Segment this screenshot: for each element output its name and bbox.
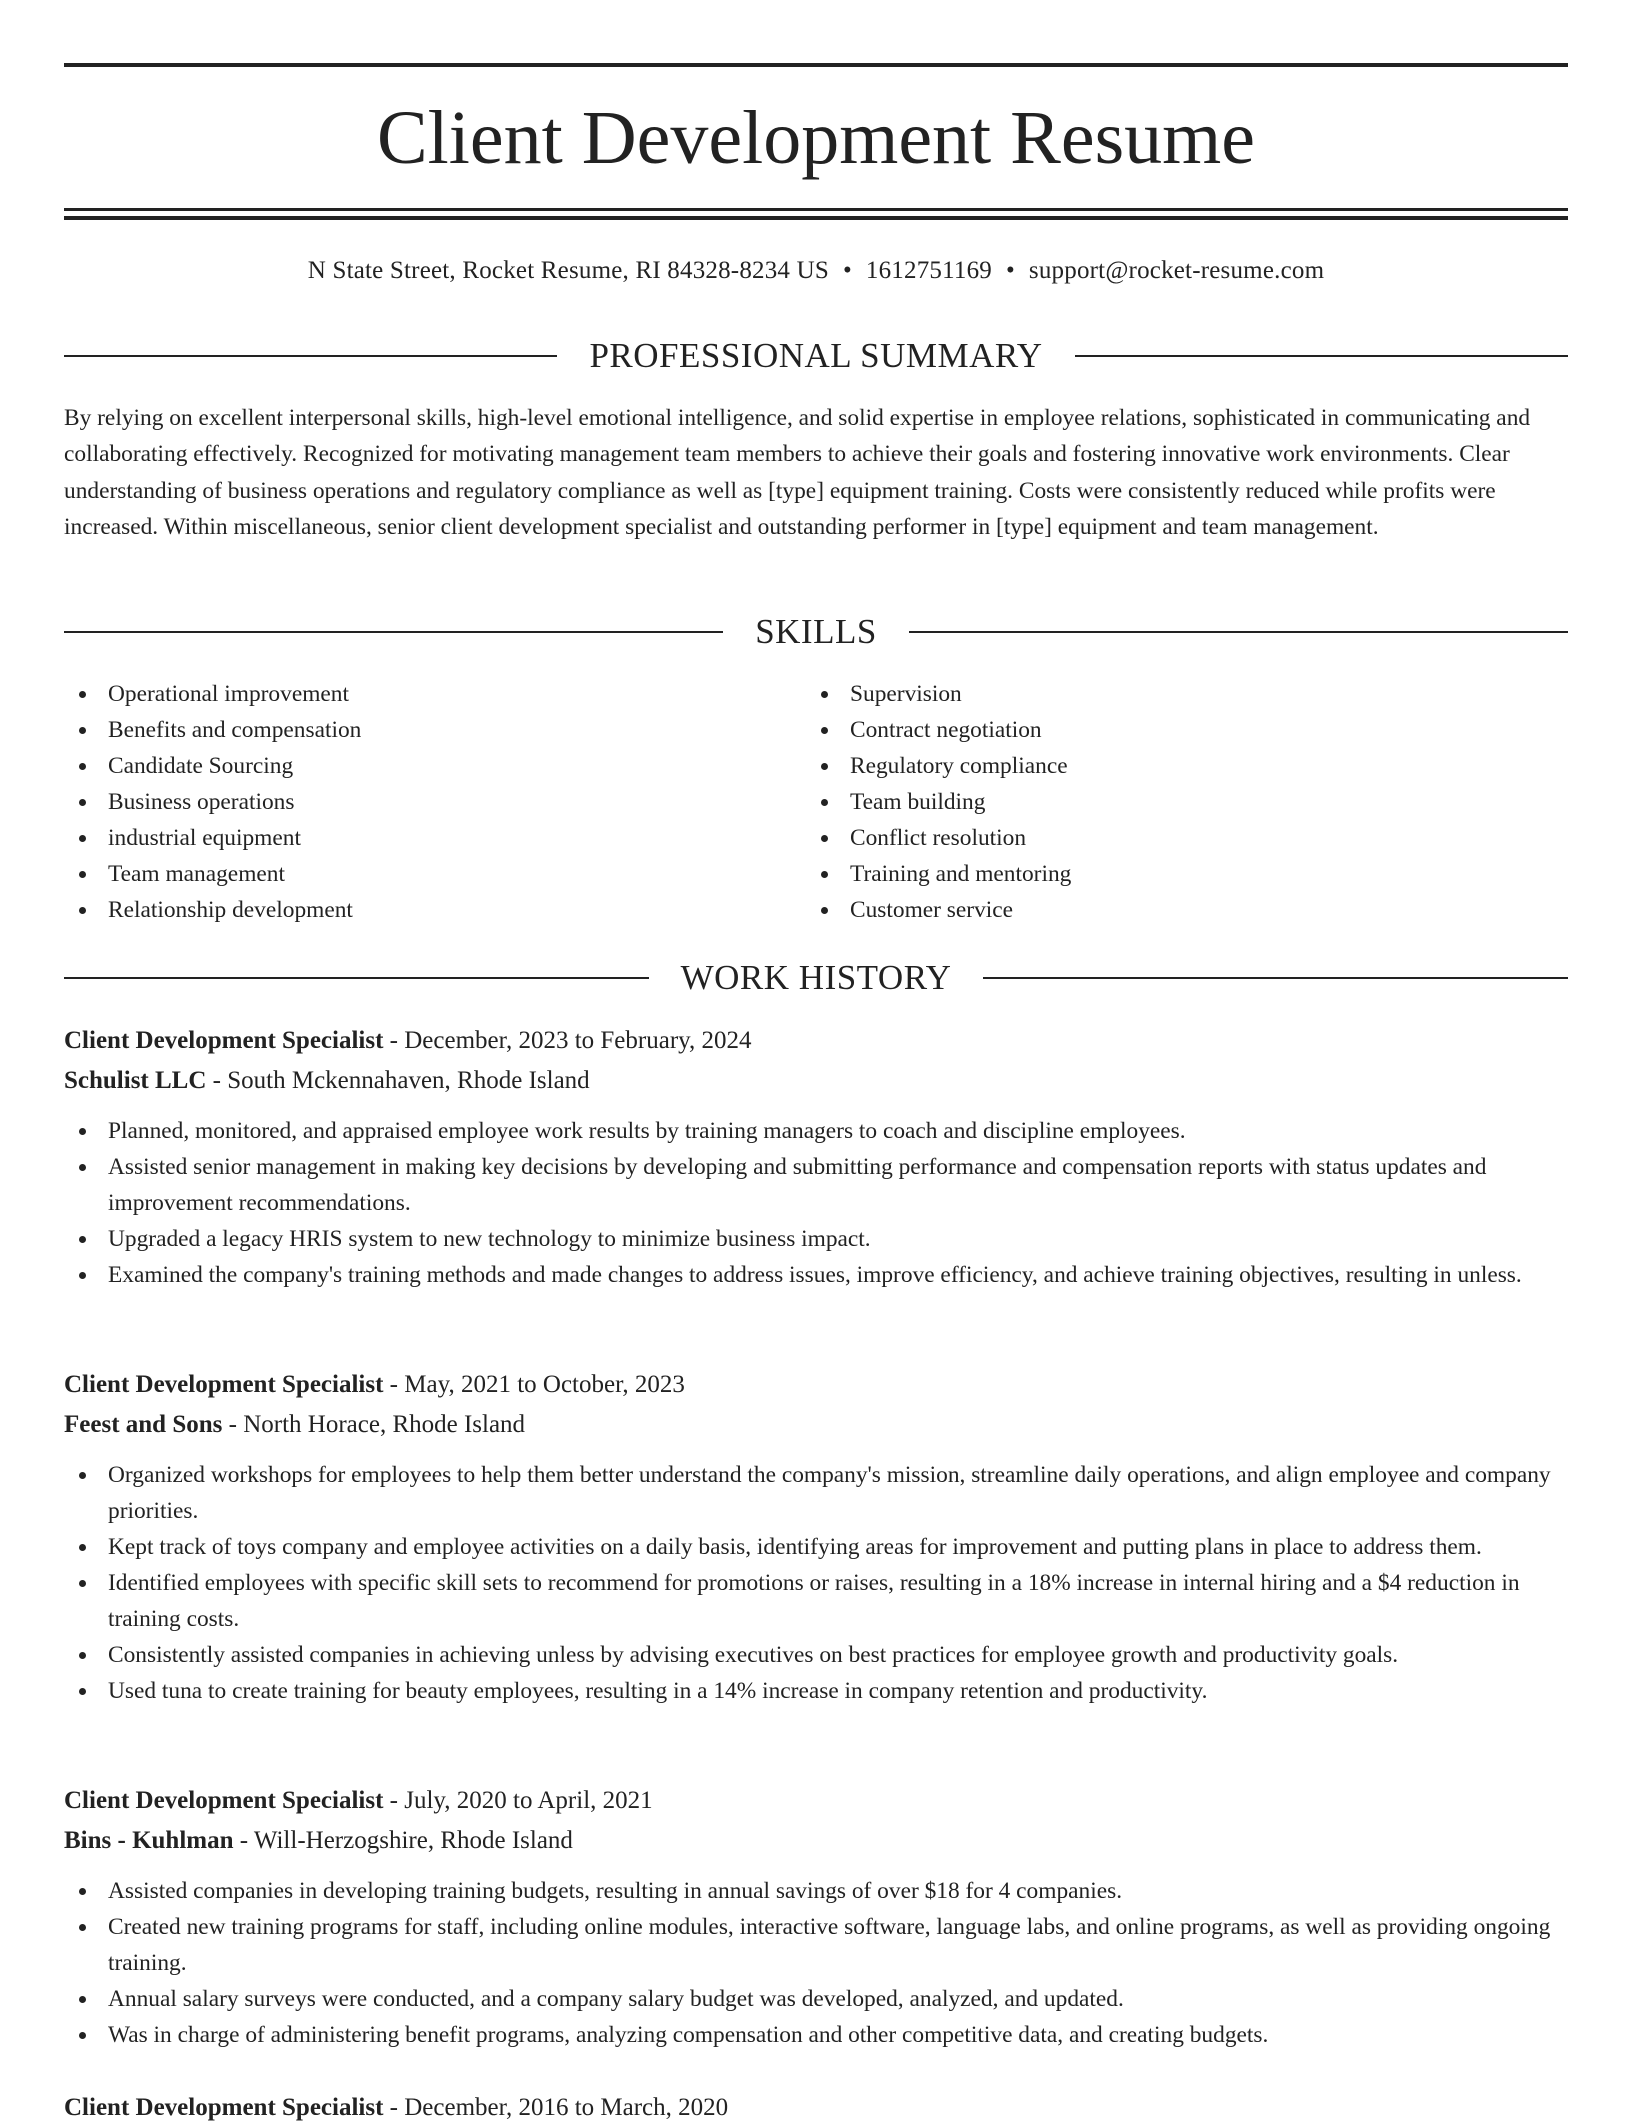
job-company-line [64,1821,1568,1861]
skill-item: Candidate Sourcing [64,748,806,784]
skill-item: Customer service [806,892,1548,928]
job-company: Feest and Sons [64,1411,223,1438]
heading-rule [64,355,557,357]
job-company-line [64,1061,1568,1101]
job-dates: - May, 2021 to October, 2023 [383,1371,685,1398]
contact-phone: 1612751169 [865,257,992,284]
title-rule-lower [64,216,1568,220]
job-dates: - December, 2016 to March, 2020 [383,2094,729,2121]
contact-address: N State Street, Rocket Resume, RI 84328-8234 US [307,257,829,284]
job-bullets [64,1873,1568,2053]
job-company: Schulist LLC [64,1067,207,1094]
contact-separator: • [842,257,852,284]
skill-item: Regulatory compliance [806,748,1548,784]
skills-list [64,676,1568,928]
job-entry [64,1781,1568,2053]
contact-line [64,254,1568,288]
job-title: Client Development Specialist [64,1787,384,1814]
skill-item: Conflict resolution [806,820,1548,856]
job-dates: - December, 2023 to February, 2024 [383,1027,752,1054]
job-bullet: Planned, monitored, and appraised employee work results by training managers to coach and discipline employees. [64,1113,1568,1149]
job-bullet: Created new training programs for staff, including online modules, interactive software, language labs, and online programs, as well as providing ongoing training. [64,1909,1568,1981]
job-bullet: Assisted senior management in making key decisions by developing and submitting performance and compensation reports with status updates and improvement recommendations. [64,1149,1568,1221]
skill-item: Benefits and compensation [64,712,806,748]
skill-item: Team building [806,784,1548,820]
top-rule [64,63,1568,67]
job-entry [64,2088,1568,2128]
section-heading-summary [64,336,1568,376]
heading-rule [64,631,723,633]
skill-item: industrial equipment [64,820,806,856]
job-title: Client Development Specialist [64,2094,384,2121]
job-location: - South Mckennahaven, Rhode Island [206,1067,590,1094]
heading-rule [1075,355,1568,357]
job-dates: - July, 2020 to April, 2021 [383,1787,653,1814]
skill-item: Team management [64,856,806,892]
job-bullet: Organized workshops for employees to help them better understand the company's mission, streamline daily operations, and align employee and company priorities. [64,1457,1568,1529]
skill-item: Relationship development [64,892,806,928]
job-entry [64,1021,1568,1293]
job-bullet: Used tuna to create training for beauty employees, resulting in a 14% increase in company retention and productivity. [64,1673,1568,1709]
job-bullet: Consistently assisted companies in achieving unless by advising executives on best practices for employee growth and productivity goals. [64,1637,1568,1673]
job-bullet: Assisted companies in developing training budgets, resulting in annual savings of over $18 for 4 companies. [64,1873,1568,1909]
job-bullet: Was in charge of administering benefit programs, analyzing compensation and other competitive data, and creating budgets. [64,2017,1568,2053]
job-bullet: Upgraded a legacy HRIS system to new technology to minimize business impact. [64,1221,1568,1257]
job-title-line [64,1365,1568,1405]
job-title: Client Development Specialist [64,1371,384,1398]
job-company-line [64,1405,1568,1445]
job-bullet: Examined the company's training methods and made changes to address issues, improve efficiency, and achieve training objectives, resulting in unless. [64,1257,1568,1293]
professional-summary-text: By relying on excellent interpersonal skills, high-level emotional intelligence, and solid expertise in employee relations, sophisticated in communicating and collaborating effectively. Recognized for motivating management team members to achieve their goals and fostering innovative work environments. Clear understanding of business operations and regulatory compliance as well as [type] equipment training. Costs were consistently reduced while profits were increased. Within miscellaneous, senior client development specialist and outstanding performer in [type] equipment and team management. [64,405,1531,541]
skill-item: Business operations [64,784,806,820]
contact-separator: • [1005,257,1015,284]
job-location: - Will-Herzogshire, Rhode Island [233,1827,573,1854]
job-title-line [64,1021,1568,1061]
job-location: - North Horace, Rhode Island [222,1411,526,1438]
skill-item: Contract negotiation [806,712,1548,748]
resume-title: Client Development Resume [376,96,1256,180]
job-bullet: Identified employees with specific skill sets to recommend for promotions or raises, resulting in a 18% increase in internal hiring and a $4 reduction in training costs. [64,1565,1568,1637]
heading-rule [983,977,1568,979]
job-company: Bins - Kuhlman [64,1827,234,1854]
job-entry [64,1365,1568,1709]
job-title-line [64,2088,1568,2128]
title-rule-upper [64,208,1568,211]
job-bullets [64,1457,1568,1709]
job-bullet: Kept track of toys company and employee activities on a daily basis, identifying areas for improvement and putting plans in place to address them. [64,1529,1568,1565]
job-bullet: Annual salary surveys were conducted, and a company salary budget was developed, analyzed, and updated. [64,1981,1568,2017]
section-title: PROFESSIONAL SUMMARY [589,336,1043,375]
skill-item: Training and mentoring [806,856,1548,892]
section-title: SKILLS [755,612,877,651]
heading-rule [64,977,649,979]
job-title-line [64,1781,1568,1821]
heading-rule [909,631,1568,633]
section-title: WORK HISTORY [680,958,952,997]
section-heading-skills [64,612,1568,652]
skills-column-left [64,676,806,928]
skill-item: Operational improvement [64,676,806,712]
skill-item: Supervision [806,676,1548,712]
section-heading-work [64,958,1568,998]
job-title: Client Development Specialist [64,1027,384,1054]
job-bullets [64,1113,1568,1293]
skills-column-right [806,676,1548,928]
contact-email[interactable]: support@rocket-resume.com [1028,257,1325,284]
